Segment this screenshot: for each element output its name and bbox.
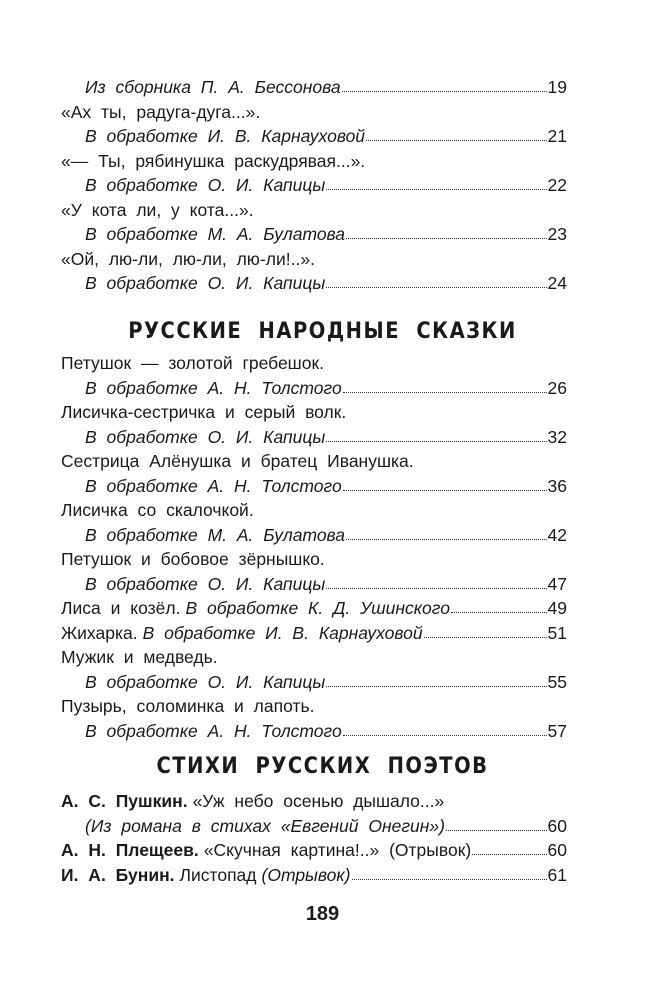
- toc-entry[interactable]: [61, 273, 567, 298]
- toc-page-number: 49: [547, 598, 567, 618]
- toc-page-number: 23: [547, 224, 567, 244]
- toc-entry-title[interactable]: [61, 249, 567, 274]
- toc-page-number: 32: [547, 426, 567, 447]
- toc-entry-title[interactable]: [61, 102, 567, 127]
- toc-entry-title[interactable]: [61, 200, 567, 225]
- leader-dots: [326, 188, 546, 190]
- toc-entry[interactable]: [61, 476, 567, 501]
- leader-dots: [424, 636, 547, 638]
- leader-dots: [326, 440, 546, 442]
- toc-entry-title[interactable]: [61, 451, 567, 476]
- toc-page-number: 22: [547, 175, 567, 195]
- toc-page-number: 36: [547, 475, 567, 496]
- toc-title: «Уж небо осенью дышало...»: [192, 791, 445, 811]
- toc-title: «— Ты, рябинушка раскудрявая...».: [61, 150, 366, 171]
- toc-title: Лисичка-сестричка и серый волк.: [61, 402, 347, 422]
- toc-section-lullabies: [61, 77, 567, 298]
- toc-title: «У кота ли, у кота...».: [61, 199, 254, 220]
- toc-source: В обработке И. В. Карнауховой: [142, 622, 423, 643]
- toc-source: В обработке О. И. Капицы: [85, 573, 326, 594]
- page-number: 189: [305, 903, 340, 925]
- toc-page-number: 60: [547, 840, 567, 860]
- toc-entry[interactable]: [61, 175, 567, 200]
- toc-entry[interactable]: [61, 126, 567, 151]
- leader-dots: [451, 611, 547, 613]
- toc-entry-title[interactable]: [61, 353, 567, 378]
- toc-title: Лиса и козёл.: [61, 598, 181, 618]
- toc-entry-title[interactable]: [61, 549, 567, 574]
- toc-title: Мужик и медведь.: [61, 647, 218, 667]
- section-heading-tales: РУССКИЕ НАРОДНЫЕ СКАЗКИ: [128, 317, 517, 344]
- leader-dots: [326, 286, 546, 288]
- toc-entry[interactable]: [61, 378, 567, 403]
- toc-page-number: 51: [547, 622, 567, 643]
- toc-entry-title[interactable]: [61, 500, 567, 525]
- toc-page-number: 26: [547, 377, 567, 398]
- leader-dots: [342, 90, 547, 92]
- toc-title: Жихарка.: [61, 622, 138, 643]
- section-heading-poems: СТИХИ РУССКИХ ПОЭТОВ: [156, 752, 489, 779]
- toc-author: И. А. Бунин.: [61, 864, 175, 885]
- toc-section-poems: [61, 791, 567, 889]
- toc-source: В обработке А. Н. Толстого: [85, 720, 342, 741]
- toc-entry[interactable]: [61, 224, 567, 249]
- toc-entry[interactable]: [61, 840, 567, 865]
- toc-page-number: 55: [547, 671, 567, 692]
- toc-source: В обработке И. В. Карнауховой: [85, 126, 366, 146]
- leader-dots: [326, 685, 546, 687]
- toc-source: Из сборника П. А. Бессонова: [85, 77, 341, 97]
- toc-source: В обработке О. И. Капицы: [85, 175, 326, 195]
- toc-entry[interactable]: [61, 816, 567, 841]
- toc-entry[interactable]: [61, 865, 567, 890]
- leader-dots: [343, 489, 547, 491]
- toc-source: В обработке О. И. Капицы: [85, 671, 326, 692]
- leader-dots: [346, 237, 546, 239]
- toc-entry[interactable]: [61, 77, 567, 102]
- toc-entry[interactable]: [61, 672, 567, 697]
- toc-page-number: 21: [547, 126, 567, 146]
- toc-entry[interactable]: [61, 721, 567, 746]
- toc-title: Пузырь, соломинка и лапоть.: [61, 696, 315, 716]
- toc-author: А. Н. Плещеев.: [61, 840, 199, 860]
- toc-title: Сестрица Алёнушка и братец Иванушка.: [61, 451, 414, 471]
- toc-page-number: 57: [547, 720, 567, 741]
- leader-dots: [472, 853, 546, 855]
- toc-entry[interactable]: [61, 427, 567, 452]
- toc-title: Петушок — золотой гребешок.: [61, 353, 324, 373]
- toc-entry-title[interactable]: [61, 647, 567, 672]
- toc-page-number: 47: [547, 573, 567, 594]
- toc-title: «Ах ты, радуга-дуга...».: [61, 101, 261, 122]
- toc-entry-title[interactable]: [61, 402, 567, 427]
- toc-page-number: 60: [547, 815, 567, 836]
- leader-dots: [343, 391, 547, 393]
- toc-title: «Ой, лю-ли, лю-ли, лю-ли!..».: [61, 248, 315, 269]
- leader-dots: [343, 734, 547, 736]
- toc-entry-title[interactable]: [61, 151, 567, 176]
- toc-source: В обработке М. А. Булатова: [85, 524, 346, 545]
- toc-title: «Скучная картина!..» (Отрывок): [203, 840, 472, 860]
- leader-dots: [446, 829, 547, 831]
- toc-entry[interactable]: [61, 623, 567, 648]
- toc-page-number: 61: [547, 864, 567, 885]
- toc-source: В обработке К. Д. Ушинского: [185, 598, 450, 618]
- toc-source: В обработке О. И. Капицы: [85, 426, 326, 447]
- toc-entry[interactable]: [61, 574, 567, 599]
- toc-title: Листопад: [179, 864, 257, 885]
- leader-dots: [326, 587, 546, 589]
- toc-entry[interactable]: [61, 525, 567, 550]
- leader-dots: [366, 139, 546, 141]
- toc-note: (Отрывок): [261, 864, 351, 885]
- leader-dots: [352, 878, 547, 880]
- toc-title: Петушок и бобовое зёрнышко.: [61, 549, 325, 569]
- toc-source: В обработке А. Н. Толстого: [85, 377, 342, 398]
- toc-entry-title[interactable]: [61, 791, 567, 816]
- toc-entry[interactable]: [61, 598, 567, 623]
- toc-source: В обработке А. Н. Толстого: [85, 475, 342, 496]
- toc-section-tales: [61, 353, 567, 745]
- toc-note: (Из романа в стихах «Евгений Онегин»): [85, 815, 445, 836]
- toc-source: В обработке О. И. Капицы: [85, 273, 326, 293]
- toc-source: В обработке М. А. Булатова: [85, 224, 346, 244]
- toc-page-number: 19: [547, 77, 567, 97]
- toc-title: Лисичка со скалочкой.: [61, 500, 254, 520]
- toc-page-number: 24: [547, 273, 567, 293]
- toc-author: А. С. Пушкин.: [61, 791, 188, 811]
- toc-entry-title[interactable]: [61, 696, 567, 721]
- leader-dots: [346, 538, 546, 540]
- toc-page-number: 42: [547, 524, 567, 545]
